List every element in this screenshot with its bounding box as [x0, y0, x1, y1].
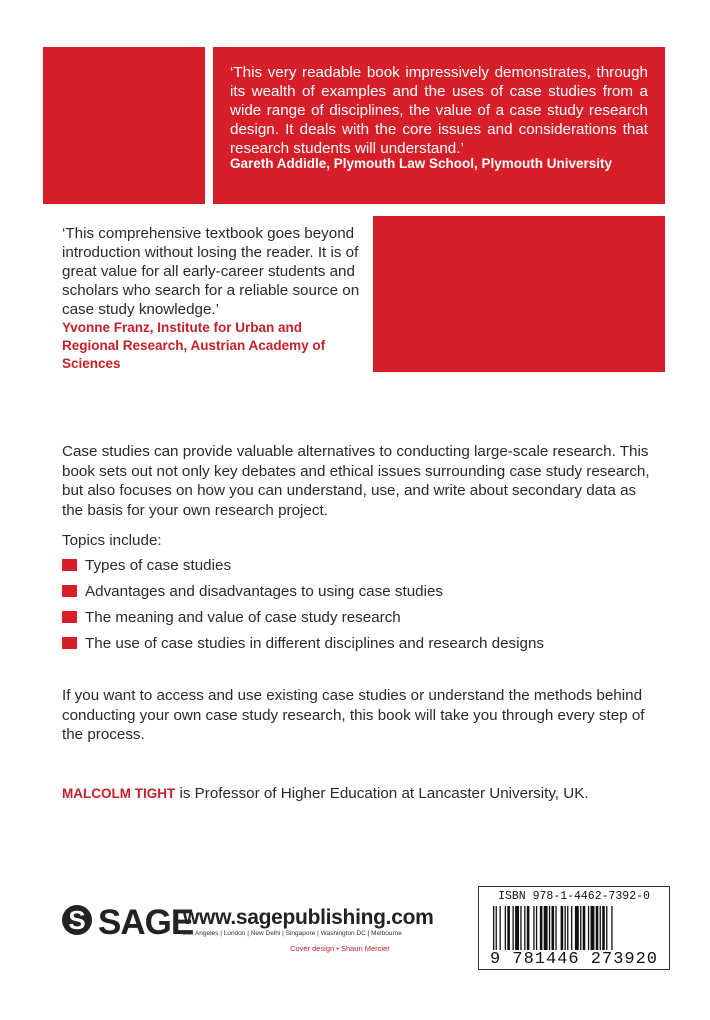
barcode-bar	[555, 906, 556, 950]
barcode-bar	[602, 906, 605, 950]
topics-heading: Topics include:	[62, 532, 162, 549]
topic-item	[62, 608, 622, 627]
red-block-left	[43, 47, 205, 204]
bullet-square-icon	[62, 637, 77, 649]
barcode-bar	[544, 906, 548, 950]
author-name: MALCOLM TIGHT	[62, 786, 176, 801]
topic-label: The use of case studies in different disciplines and research designs	[85, 635, 544, 652]
barcode-bar	[527, 906, 530, 950]
barcode-bar	[515, 906, 519, 950]
intro-paragraph: Case studies can provide valuable alternatives to conducting large-scale research. This book sets out not only key debates and ethical issues surrounding case study research, but also focuses on how you can understand, use, and write about secondary data as the basis for your own research project.	[62, 443, 650, 519]
topics-list	[62, 556, 622, 660]
barcode-bar	[513, 906, 514, 950]
bullet-square-icon	[62, 611, 77, 623]
barcode-bar	[583, 906, 586, 950]
barcode-bar	[567, 906, 568, 950]
barcode-bar	[520, 906, 521, 950]
quote-panel-1	[213, 47, 665, 204]
topic-label: Advantages and disadvantages to using case studies	[85, 583, 443, 600]
publisher-logo	[62, 902, 434, 962]
cover-design-credit: Cover design • Shaun Mercier	[290, 944, 390, 953]
quote-1-attribution: Gareth Addidle, Plymouth Law School, Plymouth University	[230, 156, 613, 171]
barcode-bar	[600, 906, 601, 950]
bullet-square-icon	[62, 585, 77, 597]
topic-item	[62, 634, 622, 653]
topic-label: Types of case studies	[85, 557, 232, 574]
topic-item	[62, 582, 622, 601]
barcode-bar	[565, 906, 566, 950]
barcode-bar	[561, 906, 564, 950]
barcode-bar	[580, 906, 581, 950]
barcode-bar	[611, 906, 612, 950]
quote-2-text: ‘This comprehensive textbook goes beyond introduction without losing the reader. It is of great value for all early-career students and scholars who search for a reliable source on case study knowledge.’	[62, 225, 360, 318]
quote-2-attribution: Yvonne Franz, Institute for Urban and Regional Research, Austrian Academy of Sciences	[62, 320, 326, 371]
author-bio-text: is Professor of Higher Education at Lancaster University, UK.	[175, 785, 589, 802]
barcode-bar	[606, 906, 607, 950]
barcode-bar	[540, 906, 543, 950]
barcode-bar	[588, 906, 589, 950]
barcode-bar	[507, 906, 510, 950]
barcode-bars	[491, 906, 661, 950]
quote-1-text: ‘This very readable book impressively demonstrates, through its wealth of examples and the uses of case studies from a wide range of disciplines, the value of a case study research design. It deals with the core issues and considerations that research students will understand.’	[230, 64, 648, 157]
barcode-bar	[549, 906, 550, 950]
ean-number: 9 781446 273920	[489, 950, 659, 969]
barcode-bar	[552, 906, 555, 950]
barcode-bar	[524, 906, 525, 950]
barcode-bar	[505, 906, 506, 950]
topic-item	[62, 556, 622, 575]
barcode-bar	[536, 906, 537, 950]
barcode-bar	[571, 906, 572, 950]
red-block-right	[373, 216, 665, 372]
barcode-bar	[575, 906, 579, 950]
closing-paragraph: If you want to access and use existing case studies or understand the methods behind conducting your own case study research, this book will take you through every step of the process.	[62, 687, 645, 743]
author-bio	[62, 785, 589, 802]
topic-label: The meaning and value of case study research	[85, 609, 401, 626]
barcode-bar	[591, 906, 595, 950]
barcode-bar	[493, 906, 494, 950]
bullet-square-icon	[62, 559, 77, 571]
sage-s-icon: S	[62, 905, 92, 935]
publisher-cities: Los Angeles | London | New Delhi | Singapore | Washington DC | Melbourne	[183, 930, 402, 937]
barcode-bar	[533, 906, 534, 950]
sage-wordmark: SAGE	[98, 903, 194, 942]
barcode-bar	[596, 906, 599, 950]
publisher-url: www.sagepublishing.com	[183, 906, 434, 929]
isbn-barcode	[478, 886, 670, 970]
barcode-bar	[496, 906, 497, 950]
isbn-number: ISBN 978-1-4462-7392-0	[498, 890, 650, 903]
barcode-bar	[500, 906, 501, 950]
